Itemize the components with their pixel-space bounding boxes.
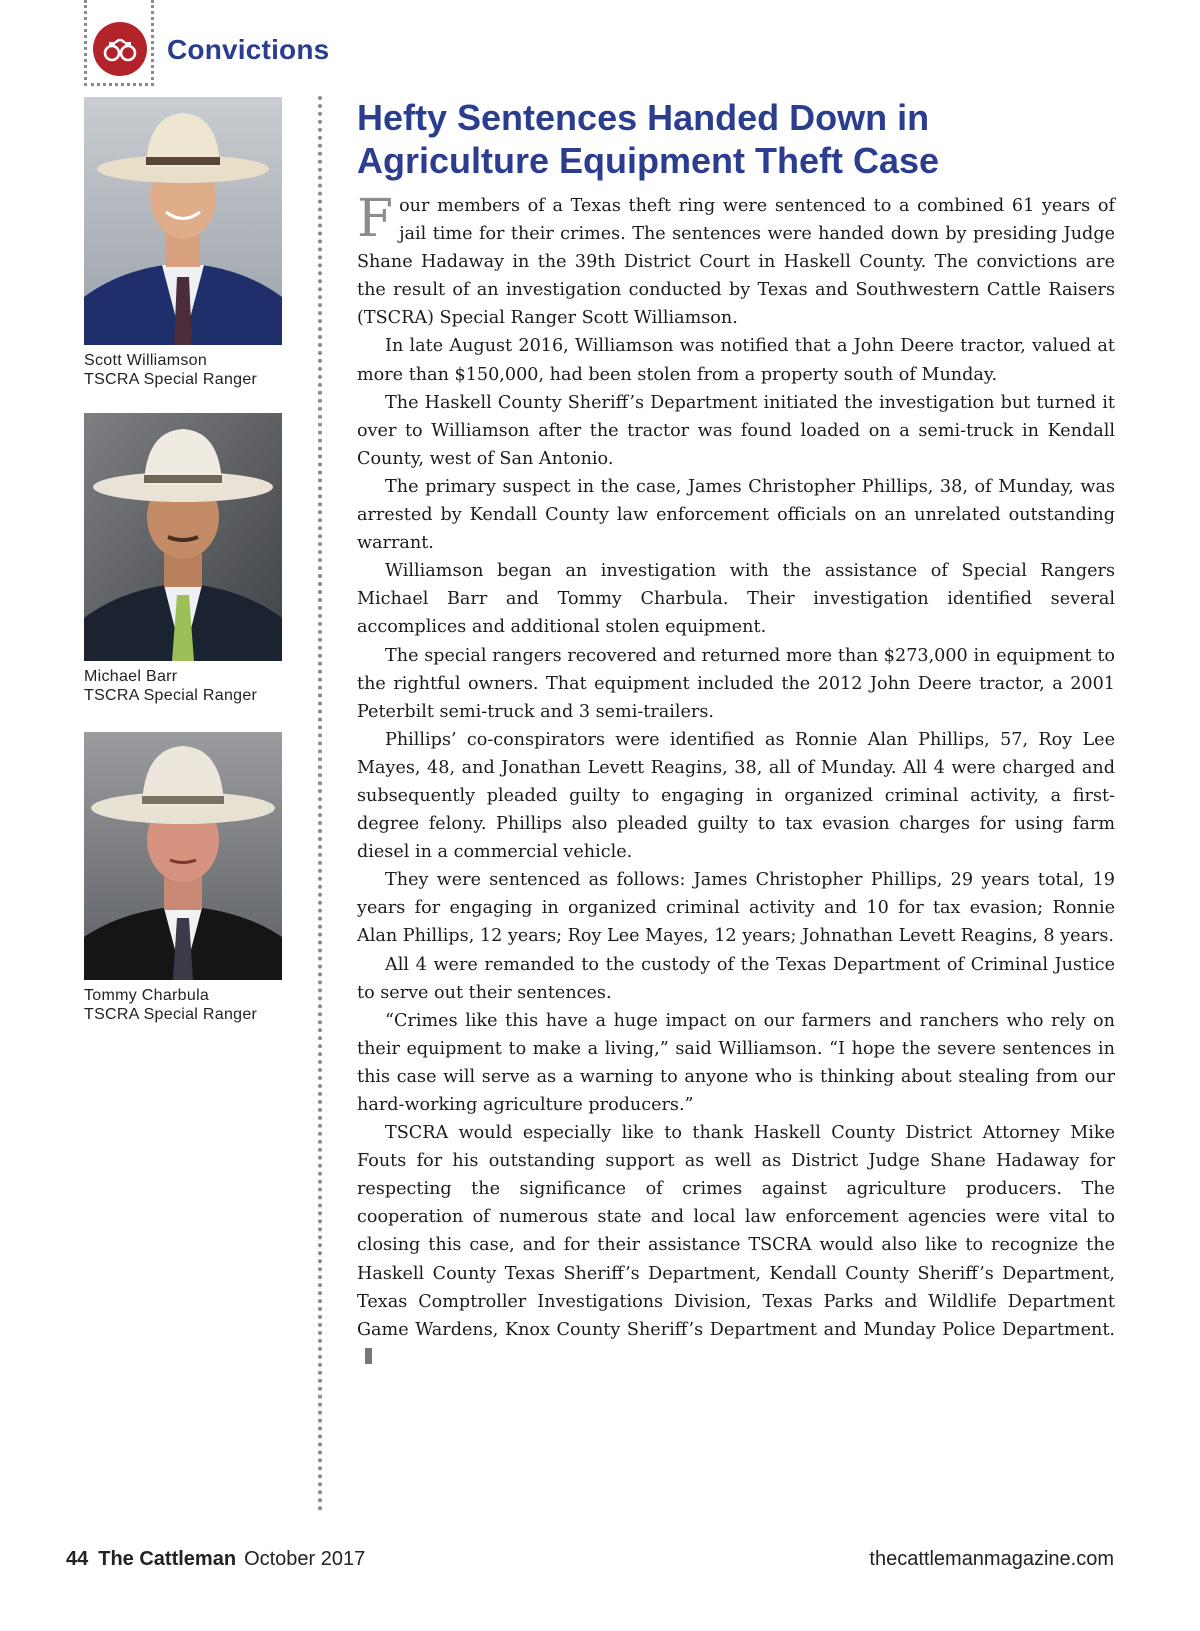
- ranger-card: [84, 97, 284, 389]
- magazine-name: The Cattleman: [98, 1548, 237, 1570]
- ranger-title: TSCRA Special Ranger: [84, 371, 258, 388]
- page-number: 44: [66, 1548, 89, 1570]
- ranger-photo: [84, 97, 282, 345]
- article-paragraph: Phillips’ co-conspirators were identified as Ronnie Alan Phillips, 57, Roy Lee Mayes, 48, and Jonathan Levett Reagins, 38, all of Munday. All 4 were charged and subsequently pleaded guilty to engaging in organized criminal activity, a first-degree felony. Phillips also pleaded guilty to tax evasion charges for using farm diesel in a commercial vehicle.: [357, 729, 1115, 863]
- ranger-card: [84, 413, 284, 705]
- article-paragraph: The primary suspect in the case, James Christopher Phillips, 38, of Munday, was arrested by Kendall County law enforcement officials on an unrelated outstanding warrant.: [357, 476, 1115, 554]
- ranger-name: Scott Williamson: [84, 352, 208, 369]
- lead-paragraph: [357, 189, 1115, 332]
- article-paragraph: The Haskell County Sheriff’s Department initiated the investigation but turned it over to Williamson after the tractor was found loaded on a semi-truck in Kendall County, west of San Antonio.: [357, 392, 1115, 469]
- article-paragraph: The special rangers recovered and returned more than $273,000 in equipment to the rightful owners. That equipment included the 2012 John Deere tractor, a 2001 Peterbilt semi-truck and 3 semi-trailers.: [357, 645, 1115, 722]
- ranger-title: TSCRA Special Ranger: [84, 687, 258, 704]
- article-paragraph: [357, 1119, 1115, 1372]
- final-paragraph-text: TSCRA would especially like to thank Haskell County District Attorney Mike Fouts for his outstanding support as well as District Judge Shane Hadaway for respecting the significance of crimes against agriculture producers. The cooperation of numerous state and local law enforcement agencies were vital to closing this case, and for their assistance TSCRA would also like to recognize the Haskell County Texas Sheriff’s Department, Kendall County Sheriff’s Department, Texas Comptroller Investigations Division, Texas Parks and Wildlife Department Game Wardens, Knox County Sheriff’s Department and Munday Police Department.: [357, 1123, 1115, 1340]
- article-paragraph: They were sentenced as follows: James Christopher Phillips, 29 years total, 19 years for engaging in organized criminal activity and 10 for tax evasion; Ronnie Alan Phillips, 12 years; Roy Lee Mayes, 12 years; Johnathan Levett Reagins, 8 years.: [357, 870, 1115, 947]
- article-body: [357, 189, 1115, 1372]
- column-divider: [318, 96, 322, 1512]
- website-link[interactable]: thecattlemanmagazine.com: [869, 1548, 1114, 1570]
- article-paragraph: In late August 2016, Williamson was notified that a John Deere tractor, valued at more than $150,000, had been stolen from a property south of Munday.: [357, 336, 1115, 385]
- ranger-card: [84, 732, 284, 1024]
- article-paragraph: All 4 were remanded to the custody of the Texas Department of Criminal Justice to serve out their sentences.: [357, 954, 1115, 1003]
- ranger-name: Tommy Charbula: [84, 987, 210, 1004]
- ranger-title: TSCRA Special Ranger: [84, 1006, 258, 1023]
- end-mark-icon: [365, 1348, 372, 1364]
- ranger-name: Michael Barr: [84, 668, 178, 685]
- drop-cap: F: [357, 189, 394, 249]
- ranger-photo: [84, 413, 282, 661]
- article-paragraph: “Crimes like this have a huge impact on our farmers and ranchers who rely on their equipment to make a living,” said Williamson. “I hope the severe sentences in this case will serve as a warning to anyone who is thinking about stealing from our hard-working agriculture producers.”: [357, 1010, 1115, 1115]
- article-paragraph: Williamson began an investigation with the assistance of Special Rangers Michael Barr and Tommy Charbula. Their investigation identified several accomplices and additional stolen equipment.: [357, 561, 1115, 638]
- lead-text: our members of a Texas theft ring were sentenced to a combined 61 years of jail time for their crimes. The sentences were handed down by presiding Judge Shane Hadaway in the 39th District Court in Haskell County. The convictions are the result of an investigation conducted by Texas and Southwestern Cattle Raisers (TSCRA) Special Ranger Scott Williamson.: [357, 196, 1115, 329]
- article-headline: Hefty Sentences Handed Down in Agriculture Equipment Theft Case: [357, 97, 940, 181]
- ranger-photo: [84, 732, 282, 980]
- footer-left: [66, 1548, 365, 1571]
- section-label: Convictions: [167, 34, 330, 65]
- handcuffs-icon: [93, 22, 147, 76]
- issue-date: October 2017: [244, 1548, 366, 1570]
